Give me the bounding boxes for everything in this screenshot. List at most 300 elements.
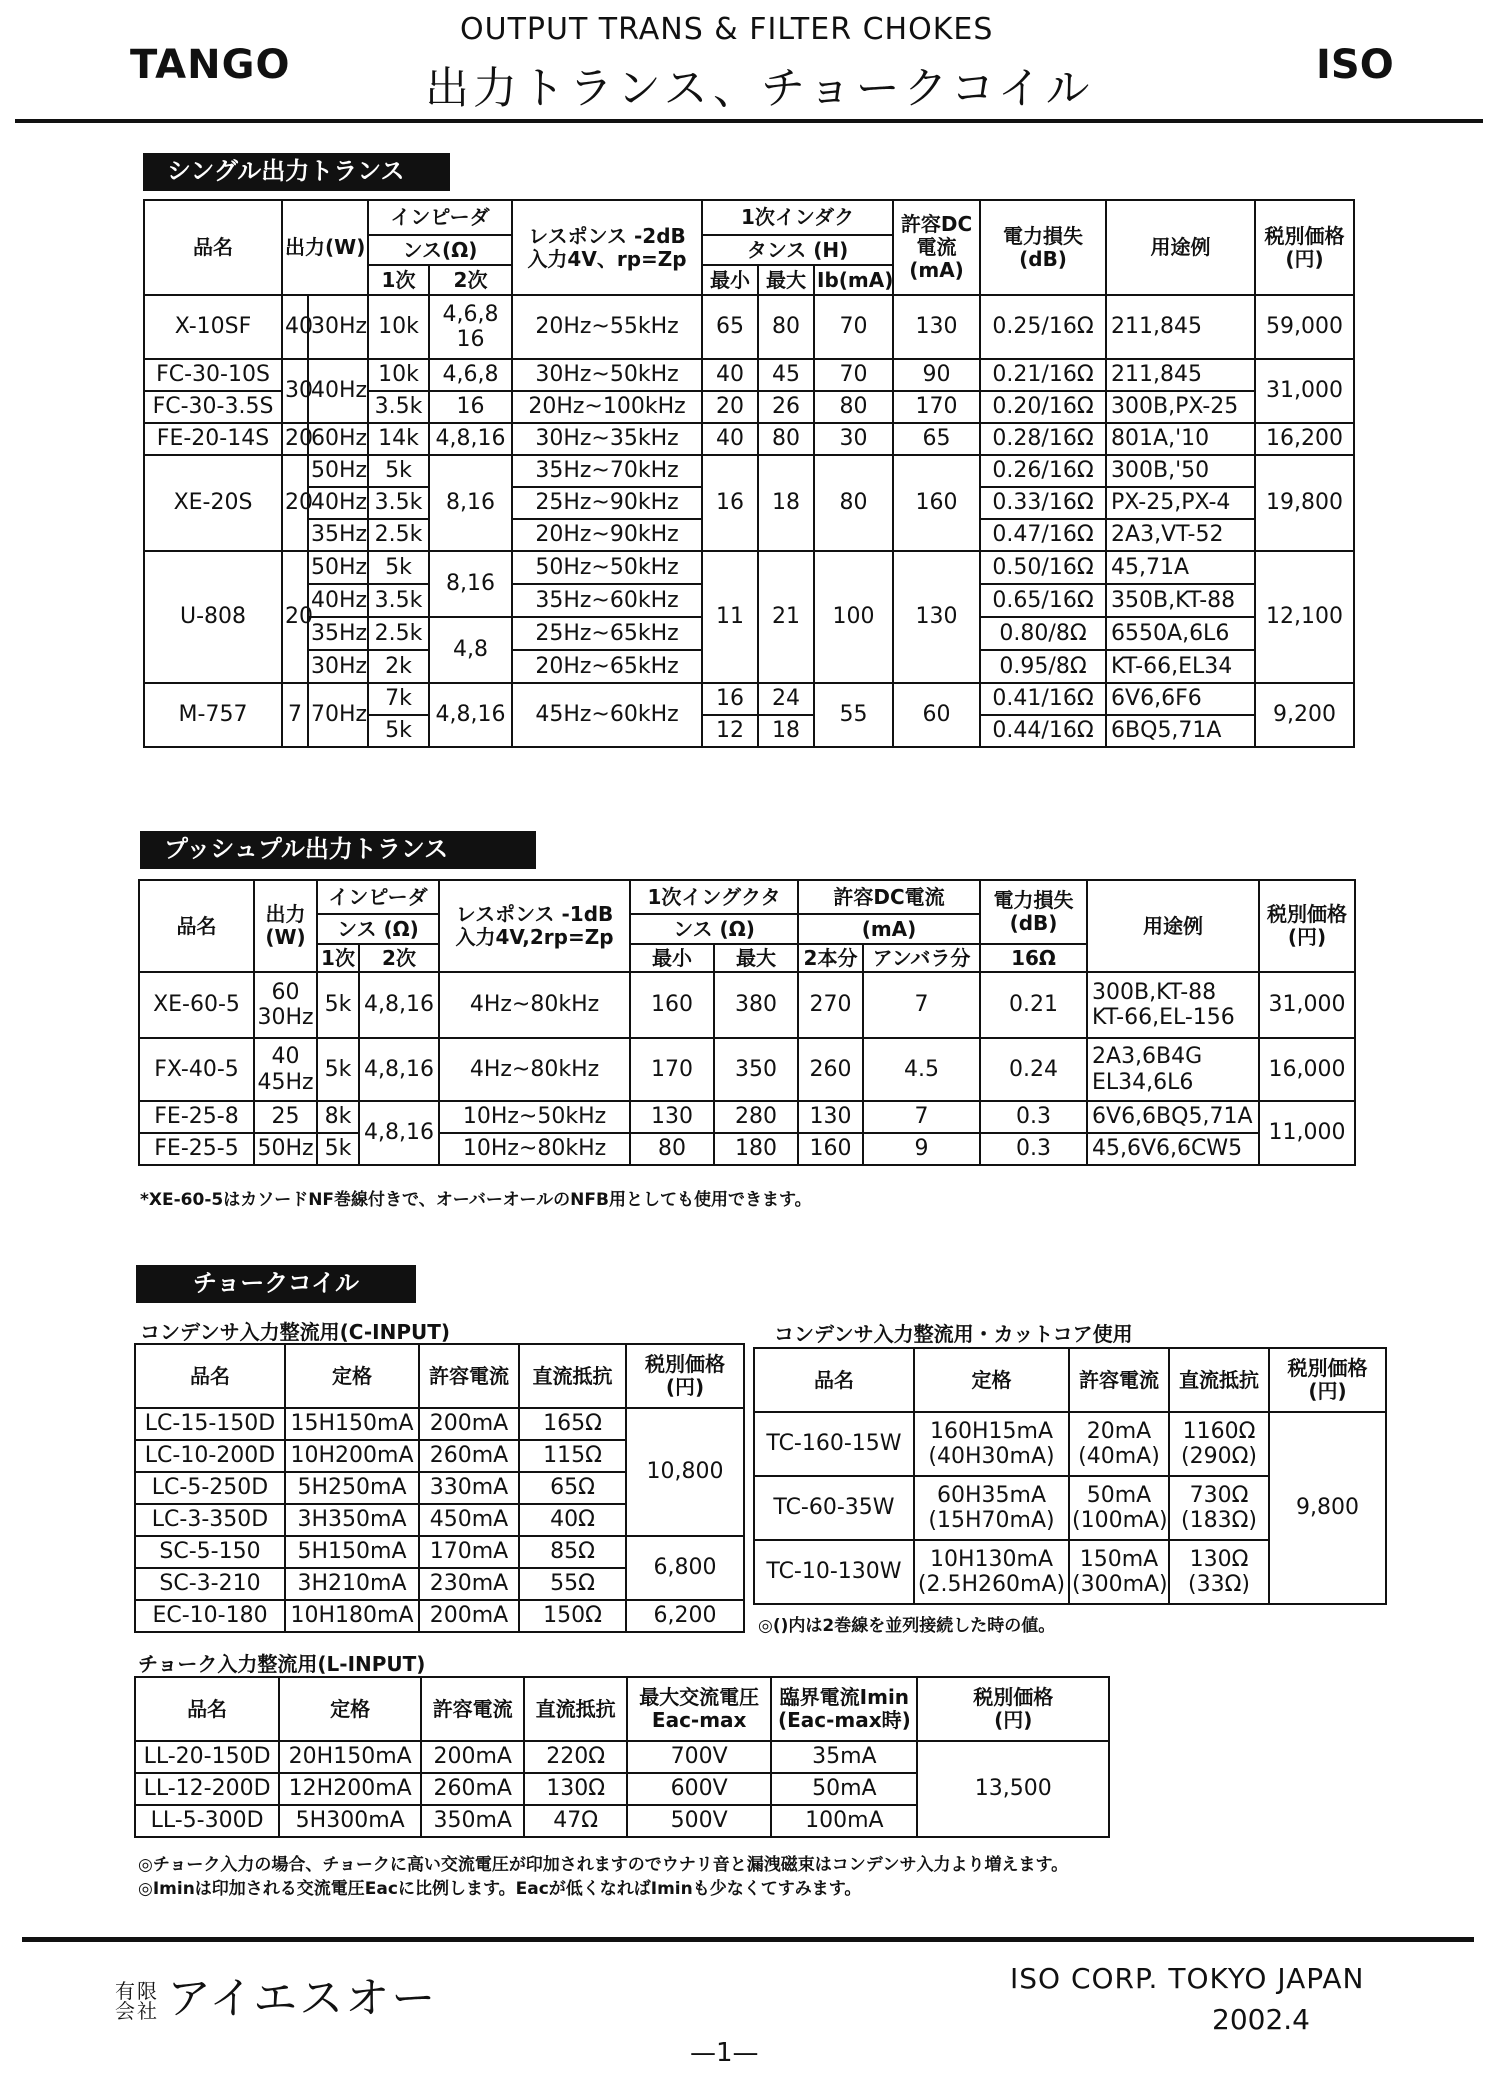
table-cell: 30Hz~35kHz (512, 423, 702, 455)
table-cell: 260mA (419, 1440, 519, 1472)
table-cell: 70 (814, 359, 893, 391)
table-cell: 60 30Hz (254, 972, 317, 1038)
table-cell: 700V (627, 1741, 771, 1773)
table-cell: 55Ω (519, 1568, 626, 1600)
table-cell: 211,845 (1106, 359, 1255, 391)
table-cell: 0.3 (980, 1133, 1087, 1165)
table-header-cell: 定格 (914, 1348, 1069, 1412)
table-cell: FE-25-8 (139, 1101, 254, 1133)
table-cell: 20 (282, 551, 308, 683)
table-cell: 180 (714, 1133, 798, 1165)
table-cell: 0.26/16Ω (980, 455, 1106, 487)
table-cell: LL-5-300D (135, 1805, 279, 1837)
table-cell: 300B,KT-88 KT-66,EL-156 (1087, 972, 1259, 1038)
table-header-cell: 定格 (279, 1677, 421, 1741)
col-power: 出力 (W) (254, 880, 317, 972)
col-current: 許容電流 (419, 1344, 519, 1408)
table-header-cell: 税別価格 (円) (1269, 1348, 1386, 1412)
table-cell: 40 (702, 423, 758, 455)
table-cell: 10k (368, 295, 429, 359)
table-cell: 4Hz~80kHz (439, 1038, 630, 1101)
col-min: 最小 (630, 944, 714, 972)
table-cell: 1160Ω (290Ω) (1169, 1412, 1269, 1476)
table-header-cell: 直流抵抗 (524, 1677, 627, 1741)
table-cell: 4,8 (429, 617, 512, 683)
table-cell: 6V6,6BQ5,71A (1087, 1101, 1259, 1133)
table-cell: 20 (702, 391, 758, 423)
table-cell: 30Hz (308, 295, 368, 359)
table-cell: FC-30-3.5S (144, 391, 282, 423)
push-table (138, 879, 1356, 1166)
table-cell: 30 (282, 359, 308, 423)
table-cell: 0.41/16Ω (980, 683, 1106, 715)
table-cell: 160 (893, 455, 980, 551)
table-cell: 30Hz~50kHz (512, 359, 702, 391)
table-cell: 6550A,6L6 (1106, 617, 1255, 650)
table-cell: 5H300mA (279, 1805, 421, 1837)
col-price: 税別価格 (円) (626, 1344, 744, 1408)
table-cell: 10Hz~80kHz (439, 1133, 630, 1165)
col-dc-unbalance: アンバラ分 (863, 944, 980, 972)
table-cell: 0.50/16Ω (980, 551, 1106, 584)
table-cell: SC-3-210 (135, 1568, 285, 1600)
table-cell: FE-25-5 (139, 1133, 254, 1165)
table-cell: 6,800 (626, 1536, 744, 1600)
table-cell: 5k (368, 551, 429, 584)
table-cell: 200mA (419, 1408, 519, 1440)
table-cell: 16,200 (1255, 423, 1354, 455)
company-type: 有限 会社 (115, 1979, 159, 2023)
single-table (143, 199, 1355, 748)
table-row (144, 423, 1354, 455)
table-cell: 65 (893, 423, 980, 455)
col-dcr: 直流抵抗 (519, 1344, 626, 1408)
table-cell: 8k (317, 1101, 359, 1133)
table-row (139, 972, 1355, 1038)
col-eac: 最大交流電圧 Eac-max (627, 1677, 771, 1741)
table-cell: LC-15-150D (135, 1408, 285, 1440)
col-loss: 電力損失 (dB) (980, 880, 1087, 944)
table-cell: 200mA (419, 1600, 519, 1632)
table-cell: 2.5k (368, 617, 429, 650)
table-cell: 2k (368, 650, 429, 683)
table-cell: 3.5k (368, 487, 429, 519)
table-cell: 19,800 (1255, 455, 1354, 551)
table-cell: 4,8,16 (359, 1101, 439, 1165)
table-cell: 40Hz (308, 487, 368, 519)
table-cell: 160 (798, 1133, 863, 1165)
table-cell: FE-20-14S (144, 423, 282, 455)
table-cell: 5k (317, 972, 359, 1038)
table-cell: 0.33/16Ω (980, 487, 1106, 519)
table-cell: 5H250mA (285, 1472, 419, 1504)
table-cell: 4.5 (863, 1038, 980, 1101)
table-cell: 6,200 (626, 1600, 744, 1632)
table-cell: 260 (798, 1038, 863, 1101)
table-cell: 220Ω (524, 1741, 627, 1773)
table-cell: 801A,'10 (1106, 423, 1255, 455)
table-cell: 10H200mA (285, 1440, 419, 1472)
table-cell: 6BQ5,71A (1106, 715, 1255, 747)
table-cell: 20mA (40mA) (1069, 1412, 1169, 1476)
table-cell: 150Ω (519, 1600, 626, 1632)
table-cell: 40 (702, 359, 758, 391)
table-cell: 11 (702, 551, 758, 683)
table-cell: 80 (814, 391, 893, 423)
col-price: 税別価格 (円) (1255, 200, 1354, 295)
table-cell: TC-160-15W (754, 1412, 914, 1476)
col-use: 用途例 (1106, 200, 1255, 295)
page-number: —1— (690, 2038, 759, 2068)
table-cell: XE-20S (144, 455, 282, 551)
table-cell: LL-12-200D (135, 1773, 279, 1805)
table-cell: 2A3,VT-52 (1106, 519, 1255, 551)
col-price: 税別価格 (円) (1259, 880, 1355, 972)
table-cell: 16 (702, 455, 758, 551)
table-cell: 4,6,8 (429, 359, 512, 391)
table-cell: 450mA (419, 1504, 519, 1536)
table-cell: 12H200mA (279, 1773, 421, 1805)
table-cell: 300B,'50 (1106, 455, 1255, 487)
table-cell: 60 (893, 683, 980, 747)
table-cell: 16,000 (1259, 1038, 1355, 1101)
table-cell: X-10SF (144, 295, 282, 359)
table-cell: 4,8,16 (429, 683, 512, 747)
table-cell: 3.5k (368, 391, 429, 423)
table-cell: 4,8,16 (359, 1038, 439, 1101)
col-loss: 電力損失 (dB) (980, 200, 1106, 295)
table-cell: 0.21 (980, 972, 1087, 1038)
table-cell: XE-60-5 (139, 972, 254, 1038)
l-input-note-2: ◎Iminは印加される交流電圧Eacに比例します。Eacが低くなればIminも少なくてすみます。 (138, 1879, 862, 1899)
table-cell: 45,71A (1106, 551, 1255, 584)
table-cell: 280 (714, 1101, 798, 1133)
table-cell: 45,6V6,6CW5 (1087, 1133, 1259, 1165)
table-cell: 31,000 (1259, 972, 1355, 1038)
table-cell: 0.65/16Ω (980, 584, 1106, 617)
table-cell: 35Hz~70kHz (512, 455, 702, 487)
table-row (135, 1536, 744, 1568)
table-cell: 35mA (771, 1741, 917, 1773)
cutcore-table (753, 1347, 1387, 1605)
section-title-push: プッシュプル出力トランス (140, 831, 536, 869)
table-cell: 31,000 (1255, 359, 1354, 423)
table-cell: 14k (368, 423, 429, 455)
table-cell: 10Hz~50kHz (439, 1101, 630, 1133)
col-imin: 臨界電流Imin (Eac-max時) (771, 1677, 917, 1741)
col-primary: 1次 (317, 944, 359, 972)
table-cell: 350B,KT-88 (1106, 584, 1255, 617)
table-cell: 30Hz (308, 650, 368, 683)
col-name: 品名 (135, 1344, 285, 1408)
table-cell: 13,500 (917, 1741, 1109, 1837)
bottom-rule (22, 1937, 1474, 1942)
col-dc: 許容DC電流 (798, 880, 980, 914)
table-row (135, 1600, 744, 1632)
table-cell: 16 (429, 391, 512, 423)
table-cell: 0.21/16Ω (980, 359, 1106, 391)
table-cell: 7 (282, 683, 308, 747)
table-cell: 55 (814, 683, 893, 747)
table-cell: 20Hz~55kHz (512, 295, 702, 359)
table-cell: 50Hz~50kHz (512, 551, 702, 584)
col-rating: 定格 (285, 1344, 419, 1408)
table-cell: 165Ω (519, 1408, 626, 1440)
table-cell: 85Ω (519, 1536, 626, 1568)
c-input-table (134, 1343, 745, 1633)
table-cell: 70 (814, 295, 893, 359)
table-cell: 0.3 (980, 1101, 1087, 1133)
table-cell: U-808 (144, 551, 282, 683)
col-inductance: 1次インダク (702, 200, 893, 235)
table-cell: 100mA (771, 1805, 917, 1837)
table-cell: 40Hz (308, 359, 368, 423)
table-cell: 40 (282, 295, 308, 359)
table-row (139, 1038, 1355, 1101)
col-dc-pair: 2本分 (798, 944, 863, 972)
col-min: 最小 (702, 265, 758, 295)
table-header-cell: 品名 (754, 1348, 914, 1412)
table-cell: 7 (863, 1101, 980, 1133)
table-cell: LC-10-200D (135, 1440, 285, 1472)
table-cell: LC-3-350D (135, 1504, 285, 1536)
table-cell: 20 (282, 423, 308, 455)
table-cell: 0.24 (980, 1038, 1087, 1101)
table-cell: TC-10-130W (754, 1540, 914, 1604)
table-cell: 40Ω (519, 1504, 626, 1536)
table-cell: 21 (758, 551, 814, 683)
table-cell: 45 (758, 359, 814, 391)
table-row (144, 455, 1354, 487)
table-cell: 3H350mA (285, 1504, 419, 1536)
table-cell: 4,6,8 16 (429, 295, 512, 359)
col-dc-2: (mA) (798, 914, 980, 944)
table-cell: 3.5k (368, 584, 429, 617)
table-cell: 130 (630, 1101, 714, 1133)
table-header-cell: 許容電流 (1069, 1348, 1169, 1412)
table-cell: 100 (814, 551, 893, 683)
section-title-choke: チョークコイル (136, 1265, 416, 1303)
table-header-cell: 品名 (135, 1677, 279, 1741)
table-cell: 70Hz (308, 683, 368, 747)
table-cell: 80 (630, 1133, 714, 1165)
table-cell: 80 (758, 423, 814, 455)
table-cell: 500V (627, 1805, 771, 1837)
table-cell: 90 (893, 359, 980, 391)
table-cell: 60H35mA (15H70mA) (914, 1476, 1069, 1540)
company-jp: 有限 会社 アイエスオー (115, 1973, 438, 2024)
table-cell: 0.25/16Ω (980, 295, 1106, 359)
col-impedance: インピーダ (368, 200, 512, 235)
table-cell: 270 (798, 972, 863, 1038)
table-cell: 0.95/8Ω (980, 650, 1106, 683)
table-cell: SC-5-150 (135, 1536, 285, 1568)
col-secondary: 2次 (429, 265, 512, 295)
table-cell: 0.20/16Ω (980, 391, 1106, 423)
table-cell: LL-20-150D (135, 1741, 279, 1773)
table-cell: 130Ω (33Ω) (1169, 1540, 1269, 1604)
table-cell: 0.28/16Ω (980, 423, 1106, 455)
table-cell: 50mA (771, 1773, 917, 1805)
table-cell: EC-10-180 (135, 1600, 285, 1632)
title-japanese: 出力トランス、チョークコイル (425, 63, 1094, 114)
table-cell: 11,000 (1259, 1101, 1355, 1165)
col-impedance-2: ンス (Ω) (317, 914, 439, 944)
cutcore-note: ◎()内は2巻線を並列接続した時の値。 (758, 1616, 1056, 1636)
table-cell: FC-30-10S (144, 359, 282, 391)
table-cell: 5k (368, 715, 429, 747)
table-cell: 18 (758, 715, 814, 747)
table-cell: 50mA (100mA) (1069, 1476, 1169, 1540)
table-cell: 4,8,16 (429, 423, 512, 455)
table-row (144, 295, 1354, 359)
table-cell: 350 (714, 1038, 798, 1101)
table-cell: TC-60-35W (754, 1476, 914, 1540)
table-cell: 47Ω (524, 1805, 627, 1837)
col-secondary: 2次 (359, 944, 439, 972)
table-cell: 20 (282, 455, 308, 551)
table-cell: 211,845 (1106, 295, 1255, 359)
table-cell: 170mA (419, 1536, 519, 1568)
table-cell: 4,8,16 (359, 972, 439, 1038)
table-cell: 330mA (419, 1472, 519, 1504)
table-cell: 7k (368, 683, 429, 715)
table-cell: 80 (758, 295, 814, 359)
table-cell: 20Hz~90kHz (512, 519, 702, 551)
push-note: *XE-60-5はカソードNF巻線付きで、オーバーオールのNFB用としても使用できます。 (140, 1190, 812, 1210)
table-cell: 730Ω (183Ω) (1169, 1476, 1269, 1540)
table-header-cell: 直流抵抗 (1169, 1348, 1269, 1412)
company-en: ISO CORP. TOKYO JAPAN (1010, 1962, 1365, 1995)
table-cell: 18 (758, 455, 814, 551)
table-cell: 160H15mA (40H30mA) (914, 1412, 1069, 1476)
table-cell: 260mA (421, 1773, 524, 1805)
table-cell: 10H130mA (2.5H260mA) (914, 1540, 1069, 1604)
table-cell: FX-40-5 (139, 1038, 254, 1101)
table-cell: 60Hz (308, 423, 368, 455)
table-cell: 0.80/8Ω (980, 617, 1106, 650)
table-cell: 600V (627, 1773, 771, 1805)
brand-left: TANGO (130, 42, 291, 88)
col-name: 品名 (139, 880, 254, 972)
col-impedance: インピーダ (317, 880, 439, 914)
col-loss-16: 16Ω (980, 944, 1087, 972)
table-cell: 150mA (300mA) (1069, 1540, 1169, 1604)
table-cell: 130Ω (524, 1773, 627, 1805)
table-cell: 170 (893, 391, 980, 423)
table-cell: 25Hz~90kHz (512, 487, 702, 519)
table-cell: 380 (714, 972, 798, 1038)
table-cell: 5k (368, 455, 429, 487)
table-cell: 35Hz (308, 519, 368, 551)
table-cell: LC-5-250D (135, 1472, 285, 1504)
l-input-title: チョーク入力整流用(L-INPUT) (138, 1652, 426, 1676)
table-cell: 50Hz (308, 551, 368, 584)
table-cell: KT-66,EL34 (1106, 650, 1255, 683)
table-cell: 45Hz~60kHz (512, 683, 702, 747)
table-cell: 25 (254, 1101, 317, 1133)
table-cell: 50Hz (308, 455, 368, 487)
table-cell: 35Hz (308, 617, 368, 650)
table-header-cell: 許容電流 (421, 1677, 524, 1741)
table-cell: 8,16 (429, 455, 512, 551)
table-cell: 4Hz~80kHz (439, 972, 630, 1038)
table-cell: PX-25,PX-4 (1106, 487, 1255, 519)
table-cell: M-757 (144, 683, 282, 747)
table-cell: 2.5k (368, 519, 429, 551)
table-cell: 170 (630, 1038, 714, 1101)
col-impedance-2: ンス(Ω) (368, 235, 512, 265)
table-cell: 2A3,6B4G EL34,6L6 (1087, 1038, 1259, 1101)
l-input-table (134, 1676, 1110, 1838)
table-cell: 30 (814, 423, 893, 455)
col-primary: 1次 (368, 265, 429, 295)
table-row (144, 551, 1354, 584)
table-cell: 9,800 (1269, 1412, 1386, 1604)
table-cell: 40 45Hz (254, 1038, 317, 1101)
col-inductance: 1次イングクタ (630, 880, 798, 914)
table-cell: 10k (368, 359, 429, 391)
table-cell: 0.44/16Ω (980, 715, 1106, 747)
brand-right: ISO (1316, 42, 1394, 88)
table-cell: 9 (863, 1133, 980, 1165)
cutcore-title: コンデンサ入力整流用・カットコア使用 (774, 1322, 1133, 1346)
table-cell: 9,200 (1255, 683, 1354, 747)
table-cell: 5H150mA (285, 1536, 419, 1568)
col-max: 最大 (714, 944, 798, 972)
title-english: OUTPUT TRANS & FILTER CHOKES (460, 12, 994, 47)
table-cell: 16 (702, 683, 758, 715)
l-input-note-1: ◎チョーク入力の場合、チョークに高い交流電圧が印加されますのでウナリ音と漏洩磁束はコンデンサ入力より増えます。 (138, 1855, 1069, 1875)
table-cell: 300B,PX-25 (1106, 391, 1255, 423)
table-cell: 25Hz~65kHz (512, 617, 702, 650)
col-response: レスポンス -1dB 入力4V,2rp=Zp (439, 880, 630, 972)
table-cell: 3H210mA (285, 1568, 419, 1600)
table-cell: 160 (630, 972, 714, 1038)
table-cell: 20Hz~100kHz (512, 391, 702, 423)
table-cell: 20Hz~65kHz (512, 650, 702, 683)
table-cell: 350mA (421, 1805, 524, 1837)
table-row (754, 1412, 1386, 1476)
section-title-single: シングル出力トランス (143, 153, 450, 191)
table-cell: 24 (758, 683, 814, 715)
table-cell: 8,16 (429, 551, 512, 617)
table-cell: 80 (814, 455, 893, 551)
table-header-cell: 税別価格 (円) (917, 1677, 1109, 1741)
col-dc: 許容DC 電流 (mA) (893, 200, 980, 295)
table-row (144, 683, 1354, 715)
table-row (139, 1133, 1355, 1165)
table-cell: 5k (317, 1133, 359, 1165)
table-cell: 20H150mA (279, 1741, 421, 1773)
col-response: レスポンス -2dB 入力4V、rp=Zp (512, 200, 702, 295)
table-cell: 35Hz~60kHz (512, 584, 702, 617)
issue-date: 2002.4 (1212, 2003, 1310, 2036)
table-cell: 130 (798, 1101, 863, 1133)
table-cell: 26 (758, 391, 814, 423)
table-cell: 12 (702, 715, 758, 747)
col-inductance-2: タンス (H) (702, 235, 893, 265)
table-row (144, 359, 1354, 391)
table-row (139, 1101, 1355, 1133)
col-power: 出力(W) (282, 200, 368, 295)
col-inductance-2: ンス (Ω) (630, 914, 798, 944)
col-name: 品名 (144, 200, 282, 295)
table-cell: 130 (893, 551, 980, 683)
table-row (135, 1408, 744, 1440)
col-ib: Ib(mA) (814, 265, 893, 295)
table-cell: 5k (317, 1038, 359, 1101)
